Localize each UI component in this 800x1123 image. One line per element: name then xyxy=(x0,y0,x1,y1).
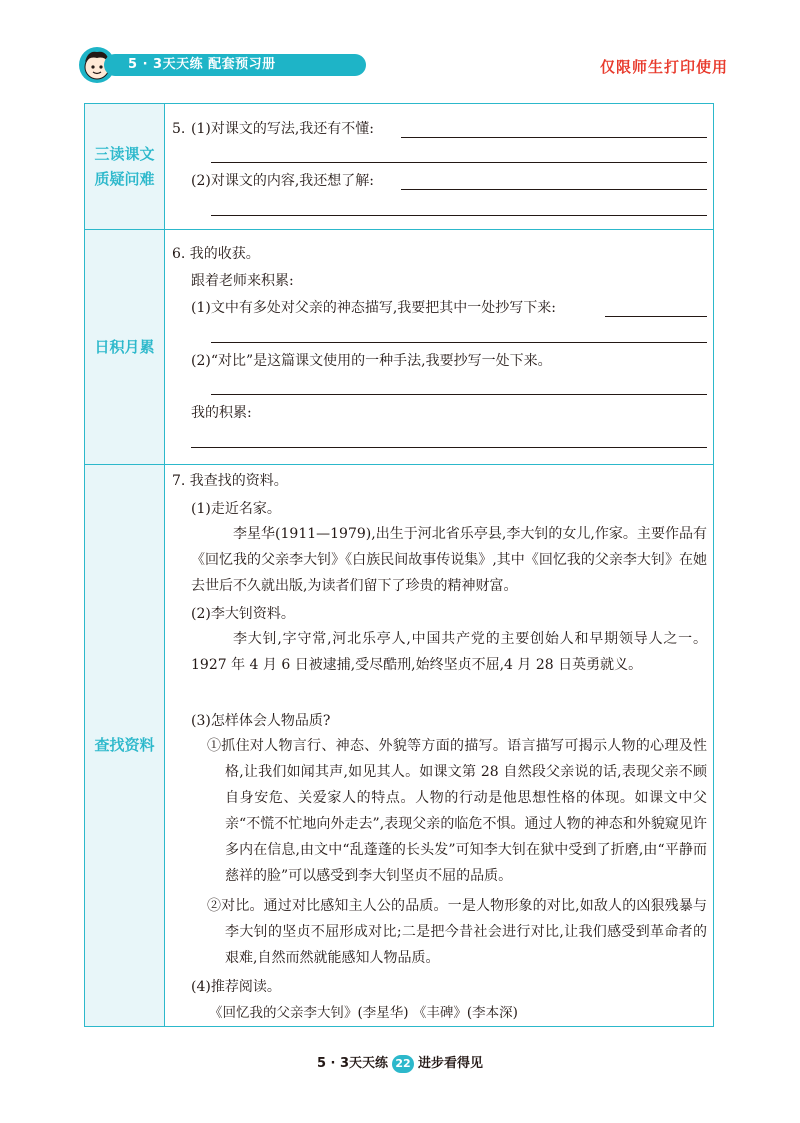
question-text: (2)“对比”是这篇课文使用的一种手法,我要抄写一处下来。 xyxy=(191,353,552,369)
row-question xyxy=(85,104,713,229)
question-text: (2)对课文的内容,我还想了解: xyxy=(191,173,374,189)
section-title: (3)怎样体会人物品质? xyxy=(191,713,331,729)
page-footer xyxy=(0,1052,800,1073)
row-label xyxy=(85,230,165,464)
paragraph: 李大钊,字守常,河北乐亭人,中国共产党的主要创始人和早期领导人之一。1927 年 4 月 6 日被逮捕,受尽酷刑,始终坚贞不屈,4 月 28 日英勇就义。 xyxy=(191,631,707,673)
answer-line[interactable] xyxy=(211,162,707,163)
section-title: (2)李大钊资料。 xyxy=(191,606,295,622)
answer-line[interactable] xyxy=(211,342,707,343)
label-line: 质疑问难 xyxy=(94,169,155,188)
answer-line[interactable] xyxy=(211,394,707,395)
paragraph: ①抓住对人物言行、神态、外貌等方面的描写。语言描写可揭示人物的心理及性格,让我们如闻其声,如见其人。如课文第 28 自然段父亲说的话,表现父亲不顾自身安危、关爱家人的特点。人物的行动是他思想性格的体现。如课文中父亲“不慌不忙地向外走去”,表现父亲的临危不惧。通过人物的神态和外貌窥见许多内在信息,由文中“乱蓬蓬的长头发”可知李大钊在狱中受到了折磨,由“平静而慈祥的脸”可以感受到李大钊坚贞不屈的品质。 xyxy=(207,738,707,884)
brand-badge: 5 · 3天天练 配套预习册 xyxy=(104,54,366,76)
label-text: 日积月累 xyxy=(94,337,155,356)
question-title: 7. 我查找的资料。 xyxy=(172,473,288,489)
label-line: 三读课文 xyxy=(94,144,155,163)
question-text: 我的积累: xyxy=(191,405,252,421)
label-text: 查找资料 xyxy=(94,736,155,754)
question-subtitle: 跟着老师来积累: xyxy=(191,273,294,289)
recommended-books: 《回忆我的父亲李大钊》(李星华) 《丰碑》(李本深) xyxy=(209,1005,518,1021)
row-materials xyxy=(85,464,713,1026)
section-title: (1)走近名家。 xyxy=(191,501,281,517)
paragraph: 李星华(1911—1979),出生于河北省乐亭县,李大钊的女儿,作家。主要作品有《回忆我的父亲李大钊》《白族民间故事传说集》,其中《回忆我的父亲李大钊》在她去世后不久就出版,为读者们留下了珍贵的精神财富。 xyxy=(191,526,707,594)
paragraph: ②对比。通过对比感知主人公的品质。一是人物形象的对比,如敌人的凶狠残暴与李大钊的坚贞不屈形成对比;二是把今昔社会进行对比,让我们感受到革命者的艰难,自然而然就能感知人物品质。 xyxy=(207,898,707,966)
page-number: 22 xyxy=(392,1055,414,1073)
answer-line[interactable] xyxy=(401,189,707,190)
row-content xyxy=(165,465,713,1026)
question-title: 6. 我的收获。 xyxy=(172,246,260,262)
section-title: (4)推荐阅读。 xyxy=(191,979,281,995)
print-notice: 仅限师生打印使用 xyxy=(599,58,728,76)
row-content xyxy=(165,104,713,229)
footer-slogan: 进步看得见 xyxy=(418,1056,484,1071)
question-text: (1)文中有多处对父亲的神态描写,我要把其中一处抄写下来: xyxy=(191,300,556,316)
row-label xyxy=(85,104,165,229)
answer-line[interactable] xyxy=(191,447,707,448)
footer-brand: 5 · 3天天练 xyxy=(316,1056,389,1071)
row-accumulate xyxy=(85,229,713,464)
question-text: (1)对课文的写法,我还有不懂: xyxy=(191,121,374,137)
answer-line[interactable] xyxy=(605,316,707,317)
row-content xyxy=(165,230,713,464)
page-header xyxy=(78,46,728,86)
worksheet-table xyxy=(84,103,714,1027)
row-label xyxy=(85,465,165,1026)
answer-line[interactable] xyxy=(211,215,707,216)
answer-line[interactable] xyxy=(401,137,707,138)
question-number: 5. xyxy=(172,121,186,137)
